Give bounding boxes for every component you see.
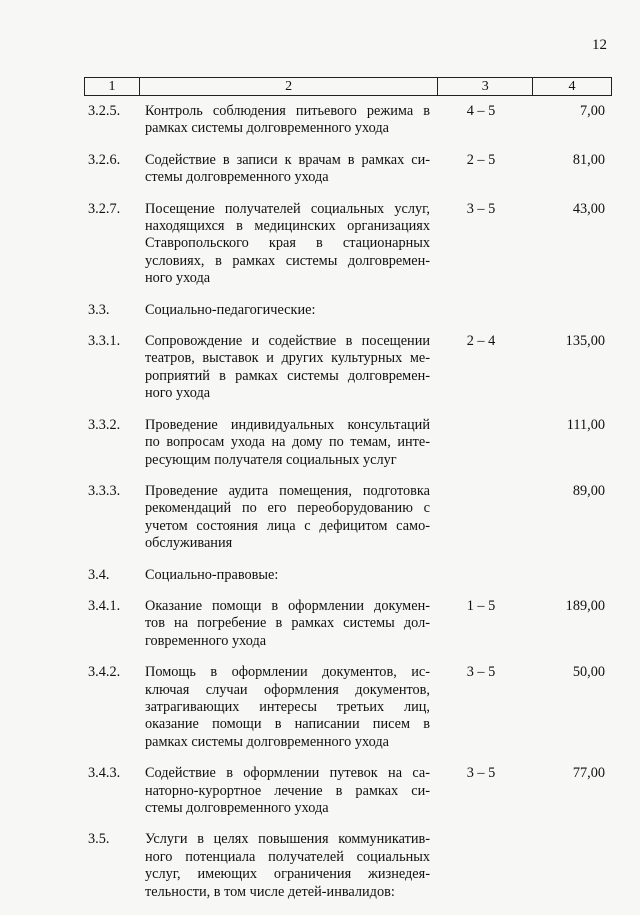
table-row [88,302,608,319]
service-name-line: тов на погребение в рамках системы дол- [145,615,430,632]
service-name-line: ного ухода [145,385,211,402]
row-number: 3.4.1. [88,597,121,614]
header-col-1: 1 [85,78,140,96]
row-number: 3.3. [88,301,110,318]
service-name-line: Сопровождение и содействие в посещении [145,333,430,350]
service-name-line: ресующим получателя социальных услуг [145,451,397,468]
service-name-line: роприятий в рамках системы долговремен- [145,367,430,384]
row-number: 3.4. [88,566,110,583]
service-price: 81,00 [572,151,605,168]
service-price [530,567,605,584]
service-name-line: условиях, в рамках системы долговремен- [145,252,430,269]
service-name-line: рекомендаций по его переоборудованию с [145,500,430,517]
service-term: 2 – 4 [466,333,496,350]
row-number: 3.3.1. [88,333,121,350]
service-name-line: находящихся в медицинских организациях [145,218,430,235]
table-row [88,664,608,751]
table-row [88,333,608,403]
table-row [88,152,608,187]
service-price: 77,00 [572,765,605,782]
service-price: 7,00 [579,103,605,119]
service-name [145,765,430,817]
service-name [145,152,430,187]
service-name-line: Социально-правовые: [145,566,279,583]
row-number: 3.2.5. [88,103,121,119]
row-number: 3.3.2. [88,416,121,433]
service-name [145,201,430,288]
service-price: 135,00 [565,333,605,350]
row-number: 3.2.7. [88,200,121,217]
service-name-line: ного ухода [145,270,211,287]
service-name-line: затрагивающих интересы третьих лиц, [145,698,430,715]
row-number: 3.2.6. [88,151,121,168]
service-name-line: Оказание помощи в оформлении докумен- [145,597,430,614]
table-header [84,77,612,96]
header-col-3: 3 [438,78,533,96]
service-name-line: театров, выставок и других культурных ме- [145,350,430,367]
header-col-2: 2 [139,78,437,96]
table-row [88,103,608,138]
service-name-line: Посещение получателей социальных услуг, [145,200,430,217]
table-row [88,201,608,288]
table-row [88,567,608,584]
service-name [145,598,430,650]
service-name-line: Социально-педагогические: [145,301,316,318]
table-row [88,417,608,469]
row-number: 3.4.2. [88,664,121,681]
service-name [145,831,430,901]
service-name [145,302,430,319]
row-number: 3.4.3. [88,765,121,782]
table-row [88,483,608,553]
service-term: 3 – 5 [466,664,496,681]
service-name [145,333,430,403]
table-body [88,103,608,915]
table-row [88,765,608,817]
service-name-line: говременного ухода [145,632,267,649]
service-term [430,831,530,901]
service-name [145,483,430,553]
service-name [145,567,430,584]
table-row [88,598,608,650]
service-price: 189,00 [565,597,605,614]
page-number: 12 [592,37,607,53]
service-name [145,417,430,469]
service-name-line: рамках системы долговременного ухода [145,733,389,750]
service-term: 4 – 5 [466,103,496,119]
row-number: 3.5. [88,831,110,848]
service-name-line: Услуги в целях повышения коммуникатив- [145,831,430,848]
service-term: 1 – 5 [466,597,496,614]
service-name-line: тельности, в том числе детей-инвалидов: [145,883,395,900]
service-name [145,664,430,751]
service-name-line: Проведение индивидуальных консультаций [145,416,430,433]
service-name-line: Помощь в оформлении документов, ис- [145,664,430,681]
service-name-line: обслуживания [145,535,233,552]
service-term [430,567,530,584]
service-price: 89,00 [572,482,605,499]
service-term [430,417,530,469]
service-name-line: Ставропольского края в стационарных [145,235,430,252]
service-name-line: стемы долговременного ухода [145,800,329,816]
service-name-line: учетом состояния лица с дефицитом само- [145,517,430,534]
service-name-line: Проведение аудита помещения, подготовка [145,482,430,499]
service-price: 50,00 [572,664,605,681]
header-col-4: 4 [533,78,612,96]
service-term: 3 – 5 [466,200,496,217]
service-name-line: Содействие в записи к врачам в рамках си- [145,151,430,168]
service-price: 43,00 [572,200,605,217]
service-name-line: ного потенциала получателей социальных [145,848,430,865]
service-term: 2 – 5 [466,151,496,168]
service-term [430,302,530,319]
row-number: 3.3.3. [88,482,121,499]
service-name [145,103,430,138]
service-price [530,302,605,319]
service-term: 3 – 5 [466,765,496,782]
service-name-line: по вопросам ухода на дому по темам, инте- [145,434,430,451]
service-name-line: стемы долговременного ухода [145,169,329,186]
service-price [530,831,605,901]
service-name-line: ключая случаи оформления документов, [145,681,430,698]
service-term [430,483,530,553]
service-name-line: услуг, имеющих ограничения жизнедея- [145,866,430,883]
table-row [88,831,608,901]
service-name-line: Содействие в оформлении путевок на са- [145,765,430,782]
service-name-line: Контроль соблюдения питьевого режима в [145,103,430,119]
service-name-line: оказание помощи в написании писем в [145,716,430,733]
service-price: 111,00 [566,416,605,433]
service-name-line: рамках системы долговременного ухода [145,120,389,137]
service-name-line: наторно-курортное лечение в рамках си- [145,782,430,799]
